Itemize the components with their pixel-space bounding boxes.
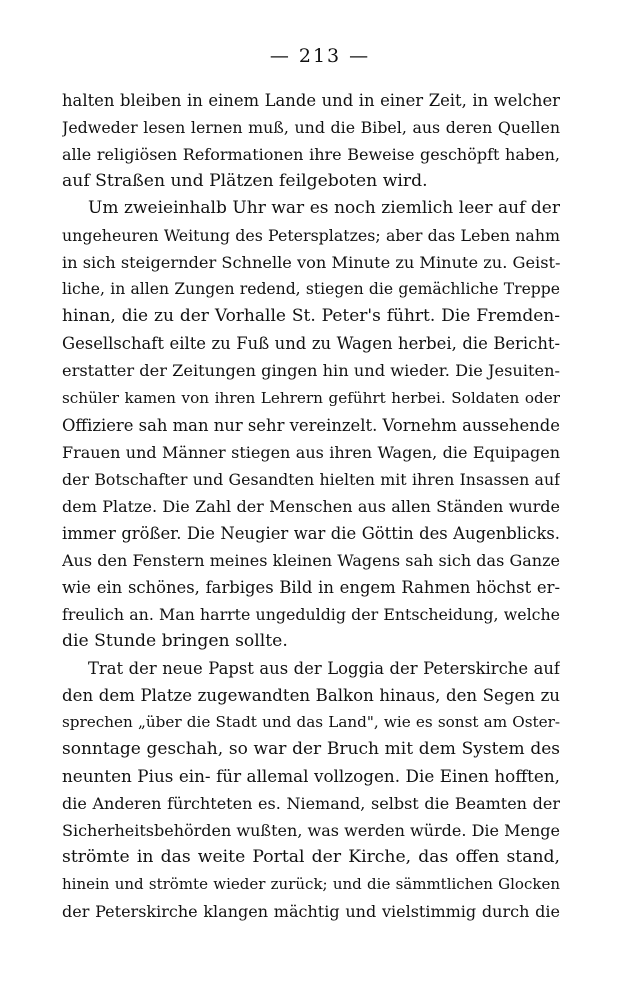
page-number: — 213 — <box>269 45 371 67</box>
text-line: in sich steigernder Schnelle von Minute zu Minute zu. Geist- <box>62 253 560 273</box>
text-line: Frauen und Männer stiegen aus ihren Wagen, die Equipagen <box>62 442 560 462</box>
text-line: erstatter der Zeitungen gingen hin und wieder. Die Jesuiten- <box>62 361 560 381</box>
text-line: hinein und strömte wieder zurück; und die sämmtlichen Glocken <box>62 875 560 894</box>
text-line: wie ein schönes, farbiges Bild in engem Rahmen höchst er- <box>62 577 560 597</box>
text-line: schüler kamen von ihren Lehrern geführt herbei. Soldaten oder <box>62 388 560 407</box>
text-line: hinan, die zu der Vorhalle St. Peter's führt. Die Fremden- <box>62 306 560 327</box>
text-line: Aus den Fenstern meines kleinen Wagens sah sich das Ganze <box>62 550 560 570</box>
text-line: den dem Platze zugewandten Balkon hinaus, den Segen zu <box>62 686 560 706</box>
text-line: auf Straßen und Plätzen feilgeboten wird. <box>62 171 428 192</box>
text-line: Gesellschaft eilte zu Fuß und zu Wagen herbei, die Bericht- <box>62 334 560 354</box>
text-line: die Anderen fürchteten es. Niemand, selbst die Beamten der <box>62 794 560 814</box>
text-line: immer größer. Die Neugier war die Göttin des Augenblicks. <box>62 523 560 543</box>
text-line: alle religiösen Reformationen ihre Beweise geschöpft haben, <box>62 145 560 165</box>
text-line: ungeheuren Weitung des Petersplatzes; aber das Leben nahm <box>62 226 560 246</box>
text-line: strömte in das weite Portal der Kirche, das offen stand, <box>62 847 560 868</box>
text-line: der Botschafter und Gesandten hielten mit ihren Insassen auf <box>62 469 560 489</box>
text-line: Jedweder lesen lernen muß, und die Bibel, aus deren Quellen <box>62 118 560 138</box>
text-line: sonntage geschah, so war der Bruch mit dem System des <box>62 739 560 760</box>
text-line: freulich an. Man harrte ungeduldig der Entscheidung, welche <box>62 604 560 624</box>
body-text <box>62 87 560 925</box>
text-line: Sicherheitsbehörden wußten, was werden würde. Die Menge <box>62 821 560 841</box>
text-line: Um zweieinhalb Uhr war es noch ziemlich leer auf der <box>88 198 560 219</box>
text-line: Trat der neue Papst aus der Loggia der Peterskirche auf <box>88 658 560 678</box>
text-line: die Stunde bringen sollte. <box>62 630 288 651</box>
text-line: sprechen „über die Stadt und das Land", wie es sonst am Oster- <box>62 713 560 732</box>
text-line: dem Platze. Die Zahl der Menschen aus allen Ständen wurde <box>62 496 560 516</box>
text-line: neunten Pius ein- für allemal vollzogen. Die Einen hofften, <box>62 766 560 787</box>
text-line: halten bleiben in einem Lande und in einer Zeit, in welcher <box>62 91 560 110</box>
text-line: Offiziere sah man nur sehr vereinzelt. Vornehm aussehende <box>62 415 560 435</box>
text-line: der Peterskirche klangen mächtig und vielstimmig durch die <box>62 902 560 922</box>
text-line: liche, in allen Zungen redend, stiegen die gemächliche Treppe <box>62 280 560 299</box>
